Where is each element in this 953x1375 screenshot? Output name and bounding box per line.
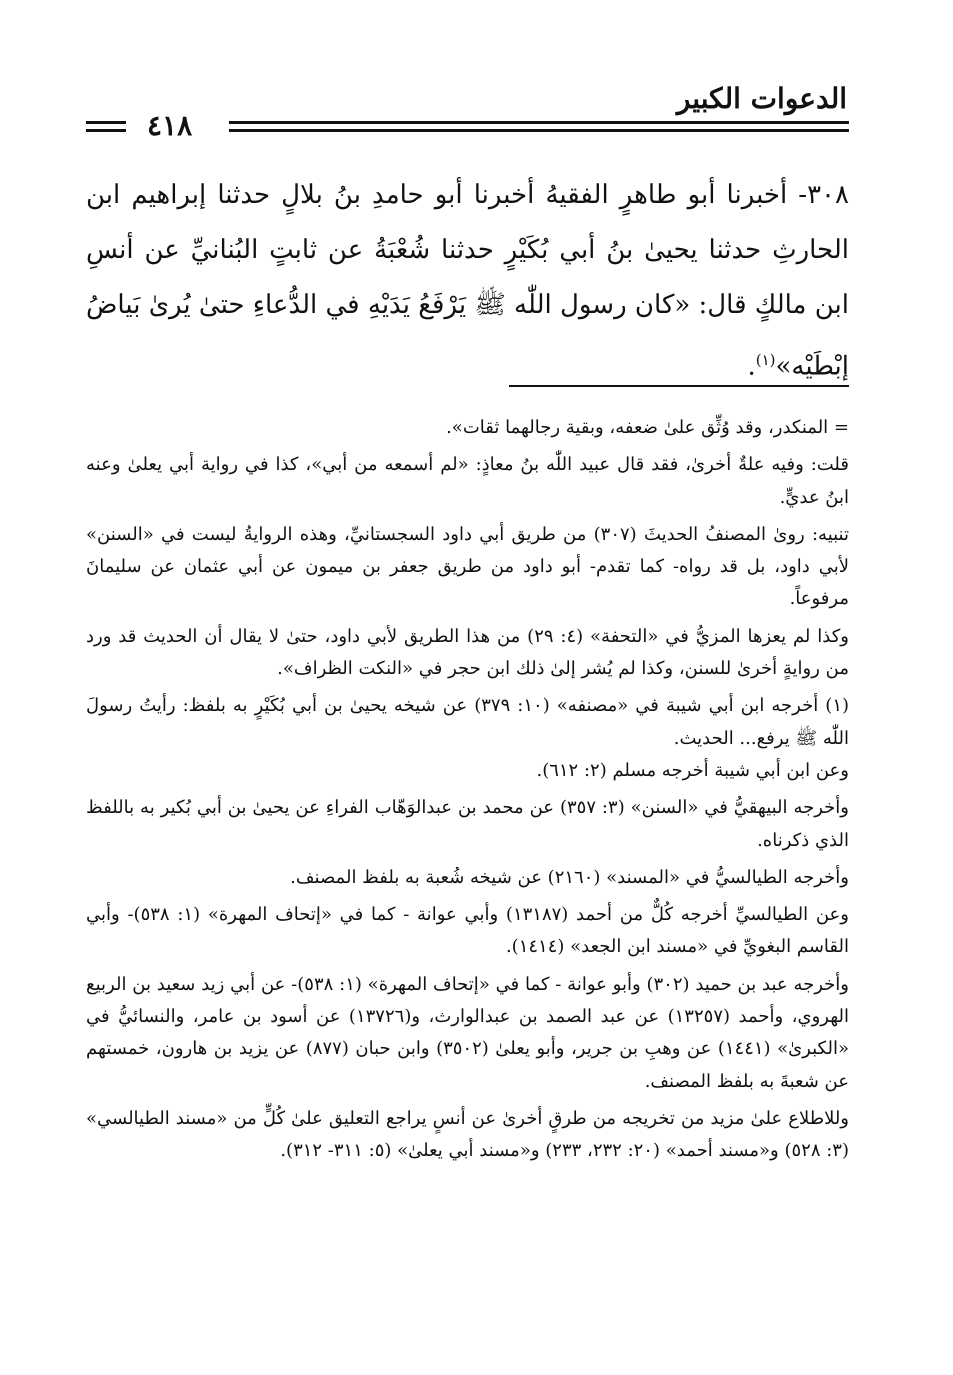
page-number: ٤١٨: [147, 109, 193, 142]
header-rule-upper: [229, 121, 849, 124]
hadith-end-period: .: [747, 351, 756, 382]
hadith-paragraph: [86, 168, 849, 395]
footnote-reference: (١): [755, 351, 776, 369]
footnote-1-tayalisi: وأخرجه الطيالسيُّ في «المسند» (٢١٦٠) عن شيخه شُعبة به بلفظ المصنف.: [290, 866, 849, 888]
footnote-1-bayhaqi: وأخرجه البيهقيُّ في «السنن» (٣: ٣٥٧) عن محمد بن عبدالوَهّاب الفراءِ عن يحيىٰ بن أبي بُكير به باللفظ الذي ذكرناه.: [86, 797, 849, 851]
footnote-1: (١) أخرجه ابن أبي شيبة في «مصنفه» (١٠: ٣٧٩) عن شيخه يحيىٰ بن أبي بُكَيْرٍ به بلفظ: رأيتُ رسولَ اللّٰه ﷺ يرفع... الحديث.: [86, 695, 850, 749]
footnote-note-continued: وكذا لم يعزها المزيُّ في «التحفة» (٤: ٢٩) من هذا الطريق لأبي داود، حتىٰ لا يقال أن الحديث قد ورد من روايةٍ أخرىٰ للسنن، وكذا لم يُشر إلىٰ ذلك ابن حجر في «النكت الظراف».: [86, 625, 849, 680]
footnote-1-muslim: وعن ابن أبي شيبة أخرجه مسلم (٢: ٦١٢).: [536, 759, 849, 781]
footnote-continuation: = المنكدر، وقد وُثِّق علىٰ ضعفه، وبقية رجالهما ثقات».: [446, 417, 849, 438]
header-rule-lower: [229, 129, 849, 132]
running-header-title: الدعوات الكبير: [676, 82, 847, 115]
footnote-1-abd-bin-humaid: وأخرجه عبد بن حميد (٣٠٢) وأبو عوانة - كما في «إتحاف المهرة» (١: ٥٣٨)- عن أبي زيد سعيد بن الربيع الهروي، وأحمد (١٣٢٥٧) عن عبد الصمد بن عبدالوارث، و(١٣٧٢٦) عن أسود بن عامر، والنسائيُّ في «الكبرىٰ» (١٤٤١) عن وهبِ بن جرير، وأبو يعلىٰ (٣٥٠٢) وابن حبان (٨٧٧) عن يزيد بن هارون، خمستهم عن شعبةَ به بلفظ المصنف.: [86, 973, 849, 1092]
hadith-text: ٣٠٨- أخبرنا أبو طاهرٍ الفقيهُ أخبرنا أبو حامدِ بنُ بلالٍ حدثنا إبراهيم ابن الحارثِ حدثنا يحيىٰ بنُ أبي بُكَيْرٍ حدثنا شُعْبَةُ عن ثابتٍ البُنانيِّ عن أنسِ ابن مالكٍ قال: «كان رسول اللّٰه ﷺ يَرْفَعُ يَدَيْهِ في الدُّعاءِ حتىٰ يُرىٰ بَياضُ إبْطَيْه»: [86, 180, 849, 382]
footnote-1-further-reading: وللاطلاع علىٰ مزيد من تخريجه من طرقٍ أخرىٰ عن أنسٍ يراجع التعليق علىٰ كُلٍّ من «مسند الطيالسي» (٣: ٥٢٨) و«مسند أحمد» (٢٠: ٢٣٢، ٢٣٣) و«مسند أبي يعلىٰ» (٥: ٣١١- ٣١٢).: [86, 1107, 849, 1162]
header-rule-left-upper: [86, 121, 126, 124]
footnote-note: تنبيه: روىٰ المصنفُ الحديثَ (٣٠٧) من طريق أبي داود السجستانيِّ، وهذه الروايةُ ليست في «السنن» لأبي داود، بل قد رواه- كما تقدم- أبو داود من طريق جعفر بن ميمون عن أبي عثمان عن سليمانَ مرفوعاً.: [86, 523, 849, 610]
header-rule-left-lower: [86, 129, 126, 132]
footnote-1-ahmad: وعن الطيالسيِّ أخرجه كُلٌّ من أحمد (١٣١٨٧) وأبي عوانة - كما في «إتحاف المهرة» (١: ٥٣٨)- وأبي القاسم البغويِّ في «مسند ابن الجعد» (١٤١٤).: [86, 904, 849, 958]
footnote-separator: [509, 385, 849, 387]
footnote-remark: قلت: وفيه علةٌ أخرىٰ، فقد قال عبيد اللّٰه بنُ معاذٍ: «لم أسمعه من أبي»، كذا في رواية أبي يعلىٰ وعنه ابنُ عديٍّ.: [86, 454, 850, 508]
footnotes-section: [86, 412, 849, 1173]
